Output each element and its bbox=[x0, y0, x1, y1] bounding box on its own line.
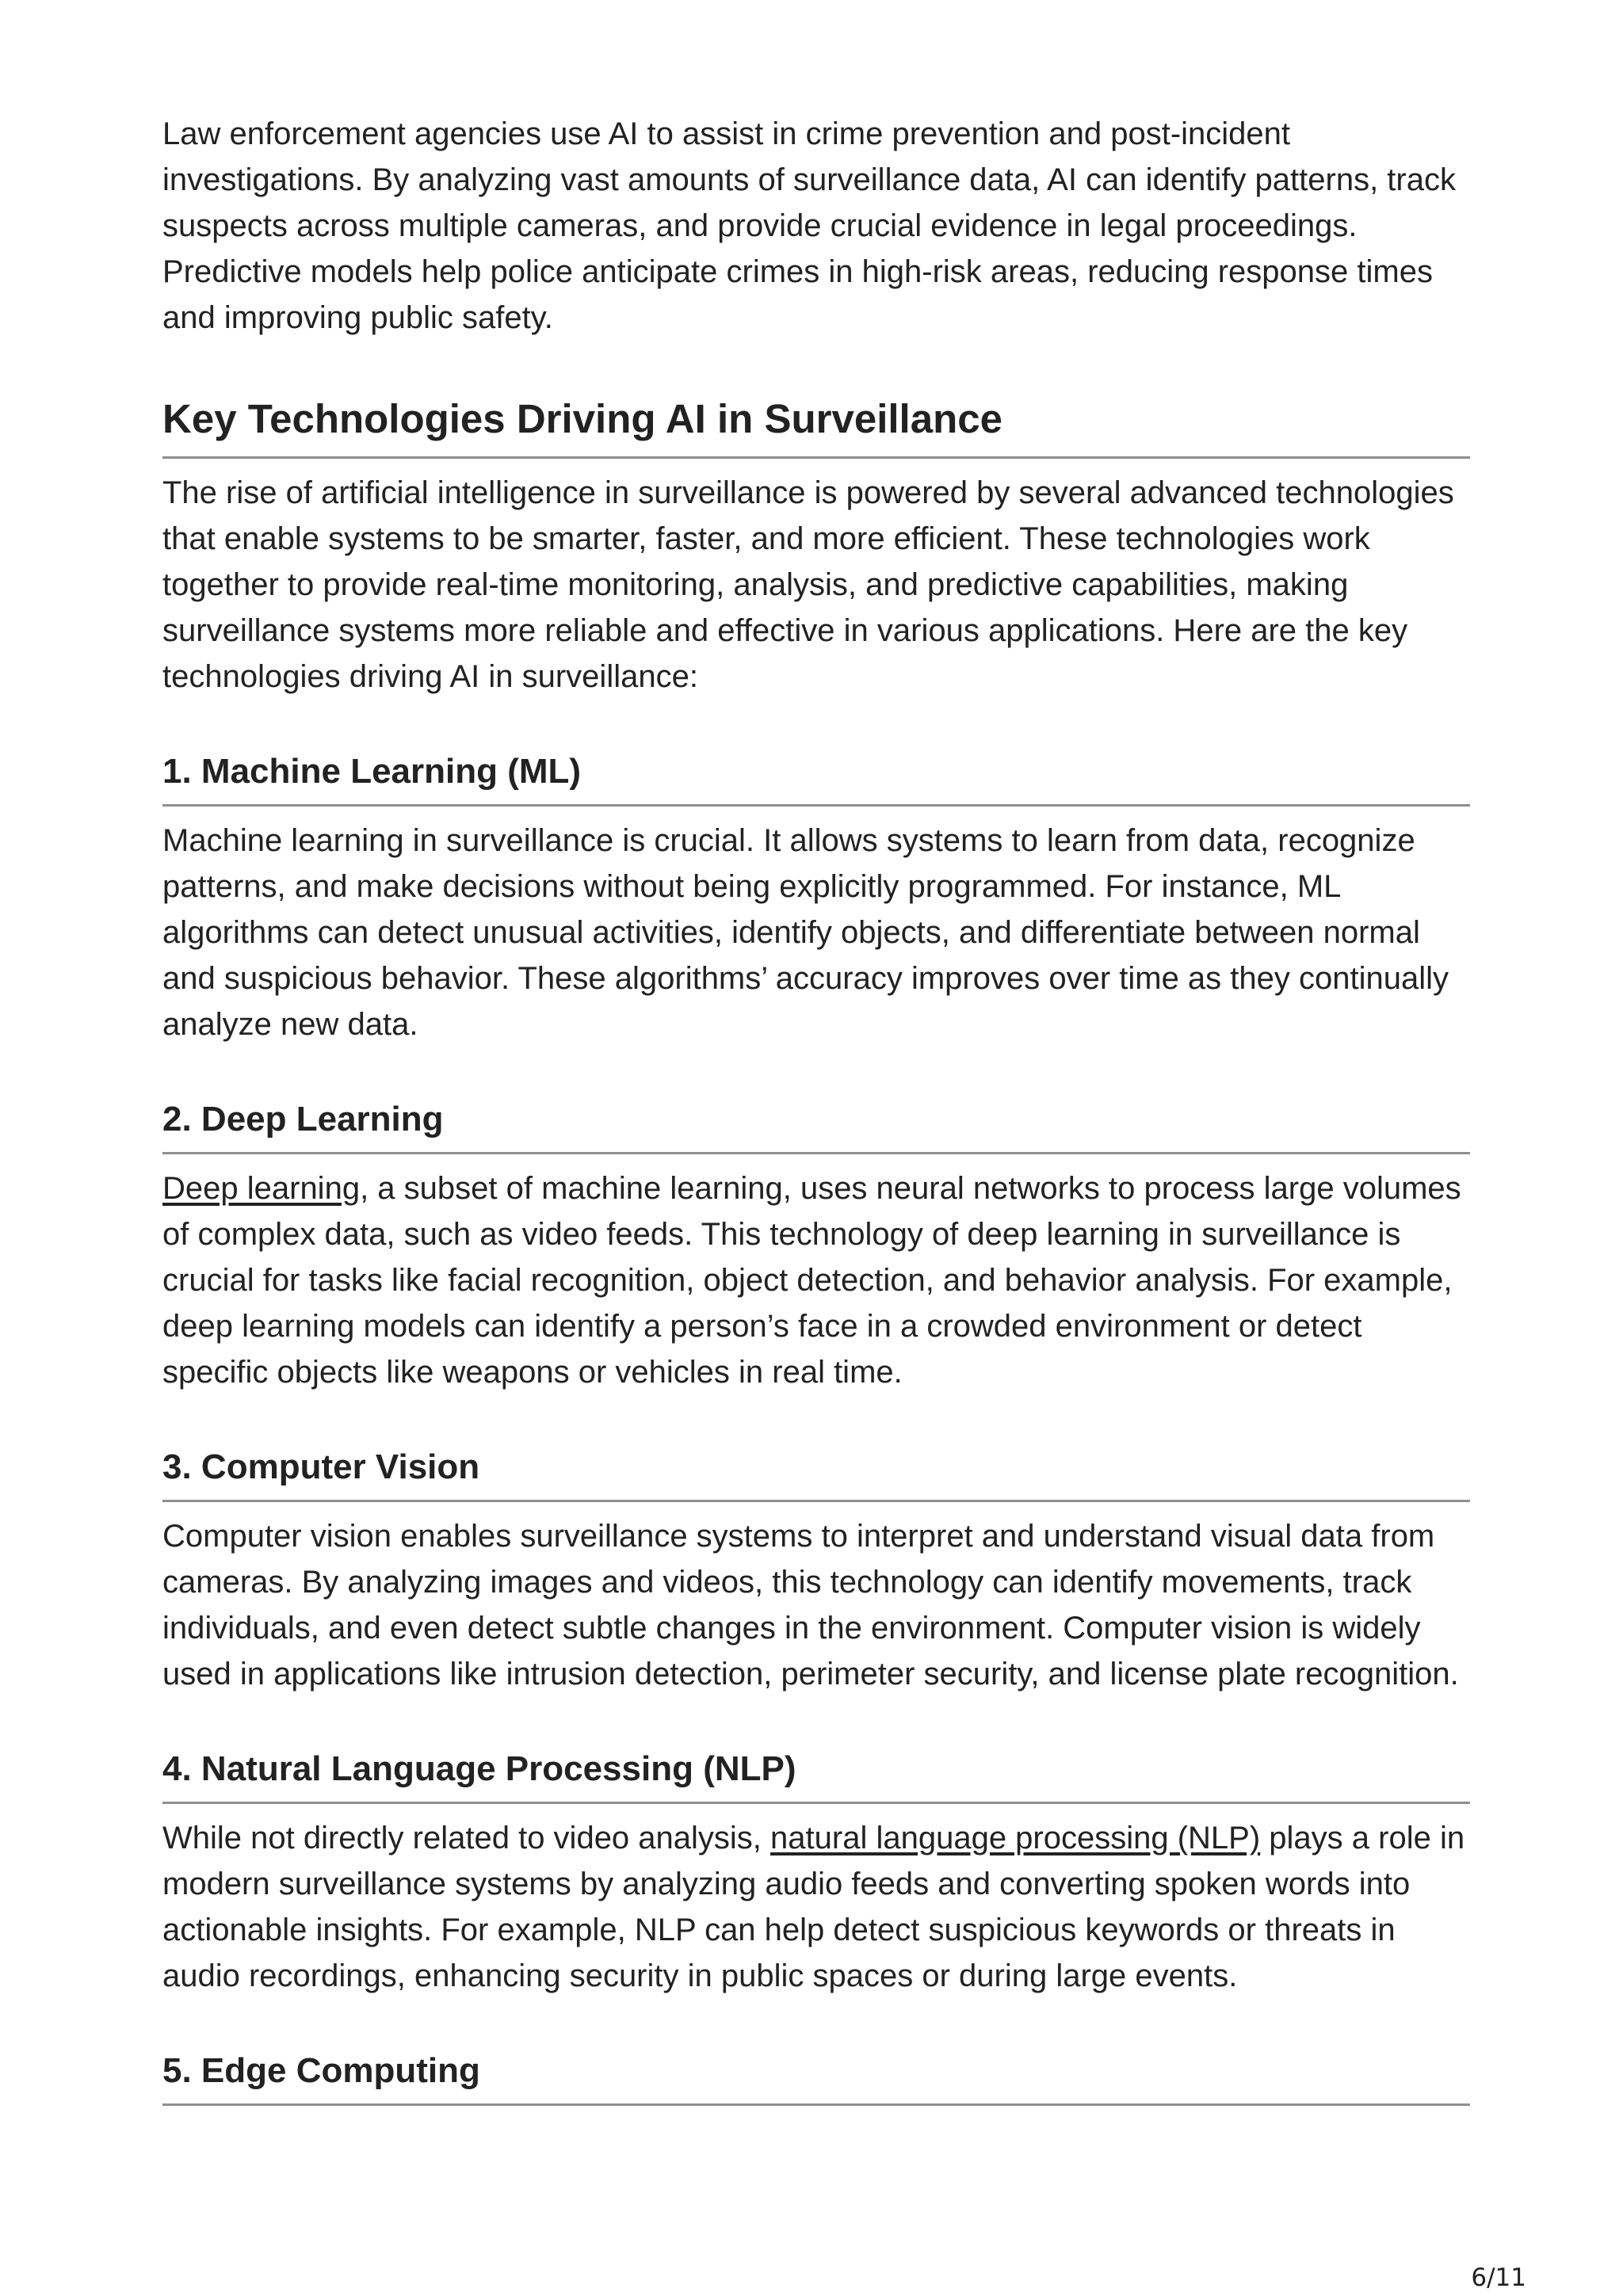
edge-computing-heading: 5. Edge Computing bbox=[162, 2048, 1470, 2106]
nlp-link[interactable]: natural language processing (NLP) bbox=[770, 1821, 1261, 1855]
deep-learning-paragraph bbox=[162, 1165, 1470, 1395]
ml-heading: 1. Machine Learning (ML) bbox=[162, 749, 1470, 807]
section-heading: Key Technologies Driving AI in Surveillance bbox=[162, 393, 1470, 459]
nlp-heading: 4. Natural Language Processing (NLP) bbox=[162, 1746, 1470, 1804]
computer-vision-paragraph: Computer vision enables surveillance systems to interpret and understand visual data from cameras. By analyzing images and videos, this technology can identify movements, track individuals, and even detect subtle changes in the environment. Computer vision is widely used in applications like intrusion detection, perimeter security, and license plate recognition. bbox=[162, 1519, 1459, 1691]
nlp-paragraph bbox=[162, 1815, 1470, 1999]
deep-learning-paragraph-text: , a subset of machine learning, uses neural networks to process large volumes of complex data, such as video feeds. This technology of deep learning in surveillance is crucial for tasks like facial recognition, object detection, and behavior analysis. For example, deep learning models can identify a person’s face in a crowded environment or detect specific objects like weapons or vehicles in real time. bbox=[162, 1171, 1461, 1390]
section-intro-paragraph: The rise of artificial intelligence in surveillance is powered by several advanced technologies that enable systems to be smarter, faster, and more efficient. These technologies work together to provide real-time monitoring, analysis, and predictive capabilities, making surveillance systems more reliable and effective in various applications. Here are the key technologies driving AI in surveillance: bbox=[162, 475, 1454, 694]
computer-vision-heading: 3. Computer Vision bbox=[162, 1444, 1470, 1502]
deep-learning-heading: 2. Deep Learning bbox=[162, 1097, 1470, 1154]
nlp-paragraph-rest: plays a role in modern surveillance systems by analyzing audio feeds and converting spoken words into actionable insights. For example, NLP can help detect suspicious keywords or threats in audio recordings, enhancing security in public spaces or during large events. bbox=[162, 1821, 1465, 1993]
deep-learning-link[interactable]: Deep learning bbox=[162, 1171, 361, 1206]
nlp-paragraph-start: While not directly related to video analysis, bbox=[162, 1821, 771, 1855]
page-number: 6/11 bbox=[1471, 2264, 1526, 2292]
article-content bbox=[162, 111, 1470, 2106]
ml-paragraph: Machine learning in surveillance is crucial. It allows systems to learn from data, recognize patterns, and make decisions without being explicitly programmed. For instance, ML algorithms can detect unusual activities, identify objects, and differentiate between normal and suspicious behavior. These algorithms’ accuracy improves over time as they continually analyze new data. bbox=[162, 823, 1449, 1042]
intro-paragraph: Law enforcement agencies use AI to assist in crime prevention and post-incident investigations. By analyzing vast amounts of surveillance data, AI can identify patterns, track suspects across multiple cameras, and provide crucial evidence in legal proceedings. Predictive models help police anticipate crimes in high-risk areas, reducing response times and improving public safety. bbox=[162, 116, 1456, 335]
